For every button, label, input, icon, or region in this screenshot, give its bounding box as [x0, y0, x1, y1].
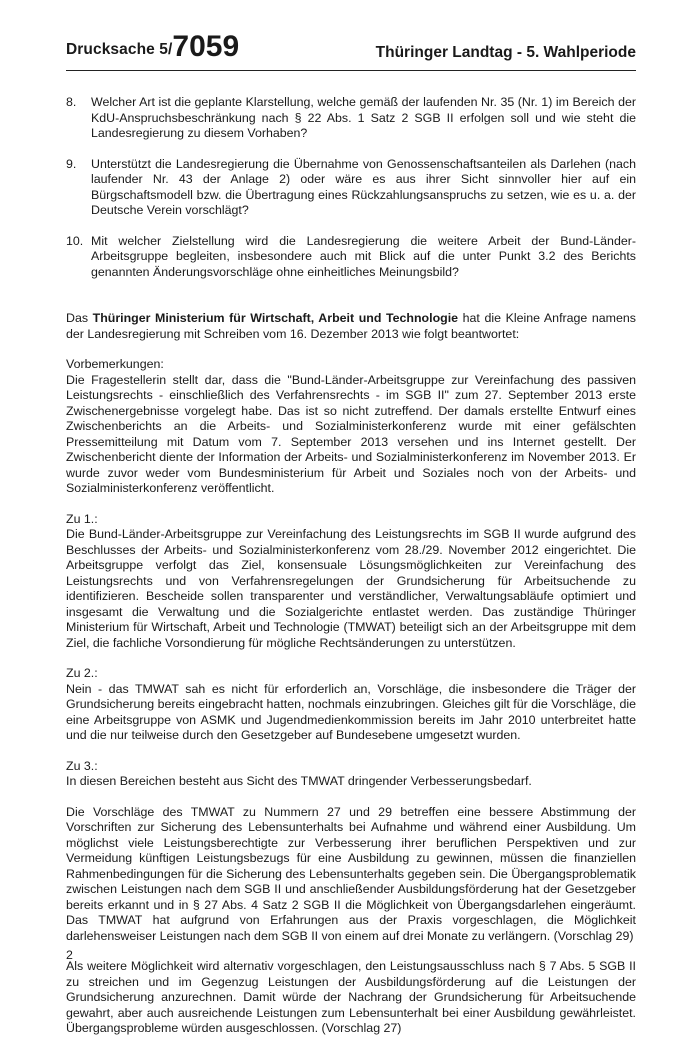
question-item	[66, 95, 636, 142]
question-text: Unterstützt die Landesregierung die Übernahme von Genossenschaftsanteilen als Darlehen (nach laufender Nr. 43 der Anlage 2) oder wäre es aus ihrer Sicht sinnvoller hier auf ein Bürgschaftsmodell bzw. die Übertragung eines Rückzahlungsanspruchs zu setzen, wie es u. a. der Deutsche Verein vorschlägt?	[91, 156, 636, 217]
page-header	[66, 32, 636, 68]
doc-label: Drucksache 5/	[66, 41, 173, 58]
answer-heading: Zu 2.:	[66, 666, 98, 680]
answer-paragraph: Die Vorschläge des TMWAT zu Nummern 27 und 29 betreffen eine bessere Abstimmung der Vorschriften zur Sicherung des Lebensunterhalts bei Aufnahme und während einer Ausbildung. Um möglichst viele Leistungsberechtigte zur Verbesserung ihrer beruflichen Perspektiven und zur Vermeidung künftigen Leistungsbezugs für eine Ausbildung zu gewinnen, müssen die finanziellen Rahmenbedingungen für die Sicherung des Lebensunterhalts gegeben sein. Die Übergangsproblematik zwischen Leistungen nach dem SGB II und anschließender Ausbildungsförderung hat der Gesetzgeber bereits erkannt und in § 27 Abs. 4 Satz 2 SGB II die Möglichkeit von Übergangsdarlehen eingeräumt. Das TMWAT hat aufgrund von Erfahrungen aus der Praxis vorgeschlagen, die Möglichkeit darlehensweiser Leistungen nach dem SGB II von einem auf drei Monate zu verlängern. (Vorschlag 29)	[66, 804, 636, 943]
answer-heading: Vorbemerkungen:	[66, 357, 164, 371]
answer-paragraph: In diesen Bereichen besteht aus Sicht des TMWAT dringender Verbesserungsbedarf.	[66, 774, 532, 788]
answer-paragraph: Die Fragestellerin stellt dar, dass die "Bund-Länder-Arbeitsgruppe zur Vereinfachung des passiven Leistungsrechts - einschließlich des Verfahrensrechts - im SGB II" zum 27. September 2013 erste Zwischenergebnisse vorgelegt habe. Das ist so nicht zutreffend. Der damals erstellte Entwurf eines Zwischenberichts an die Arbeits- und Sozialministerkonferenz wurde mit einer gefälschten Pressemitteilung mit Datum vom 7. September 2013 versehen und ins Internet gestellt. Der Zwischenbericht diente der Information der Arbeits- und Sozialministerkonferenz im November 2013. Er wurde zuvor weder vom Bundesministerium für Arbeit und Soziales noch von der Arbeits- und Sozialministerkonferenz veröffentlicht.	[66, 372, 636, 495]
answer-preliminary	[66, 357, 636, 497]
question-number: 8.	[66, 95, 77, 109]
answer-paragraph: Die Bund-Länder-Arbeitsgruppe zur Vereinfachung des Leistungsrechts im SGB II wurde aufgrund des Beschlusses der Arbeits- und Sozialministerkonferenz vom 28./29. November 2012 eingerichtet. Die Arbeitsgruppe verfolgt das Ziel, konsensuale Lösungsmöglichkeiten zur Vereinfachung des Leistungsrechts und von Verfahrensregelungen der Grundsicherung für Arbeitsuchende zu identifizieren. Bescheide sollen transparenter und verständlicher, Verwaltungsabläufe optimiert und insgesamt die Verwaltung und die Sozialgerichte entlastet werden. Das zuständige Thüringer Ministerium für Wirtschaft, Arbeit und Technologie (TMWAT) beteiligt sich an der Arbeitsgruppe mit dem Ziel, die fachliche Vorsondierung für mögliche Rechtsänderungen zu unterstützen.	[66, 527, 636, 650]
page-content	[66, 95, 636, 1052]
answer-intro: Das Thüringer Ministerium für Wirtschaft, Arbeit und Technologie hat die Kleine Anfrage namens der Landesregierung mit Schreiben vom 16. Dezember 2013 wie folgt beantwortet:	[66, 311, 636, 341]
parliament-title: Thüringer Landtag - 5. Wahlperiode	[375, 44, 636, 61]
question-number: 9.	[66, 156, 77, 171]
question-item	[66, 157, 636, 219]
doc-number: 7059	[172, 30, 240, 63]
question-number: 10.	[66, 233, 84, 248]
ministry-name: Thüringer Ministerium für Wirtschaft, Arbeit und Technologie	[92, 311, 459, 325]
question-item	[66, 234, 636, 281]
question-text: Mit welcher Zielstellung wird die Landesregierung die weitere Arbeit der Bund-Länder-Arbeitsgruppe begleiten, insbesondere auch mit Blick auf die unter Punkt 3.2 des Berichts genannten Änderungsvorschläge ohne einheitliches Meinungsbild?	[91, 233, 636, 279]
document-number	[66, 32, 239, 62]
answer-1	[66, 512, 636, 652]
header-rule	[66, 70, 636, 71]
answer-3	[66, 759, 636, 1037]
answer-paragraph: Als weitere Möglichkeit wird alternativ vorgeschlagen, den Leistungsausschluss nach § 7 Abs. 5 SGB II zu streichen und im Gegenzug Leistungen der Ausbildungsförderung auf die Leistungen der Grundsicherung anzurechnen. Damit würde der Nachrang der Grundsicherung für Arbeitsuchende gewahrt, aber auch ausreichende Leistungen zum Lebensunterhalt bei einer Ausbildung gewährleistet. Übergangsprobleme würden ausgeschlossen. (Vorschlag 27)	[66, 959, 636, 1035]
answer-2	[66, 666, 636, 744]
answer-heading: Zu 3.:	[66, 758, 98, 773]
answer-paragraph: Nein - das TMWAT sah es nicht für erforderlich an, Vorschläge, die insbesondere die Träger der Grundsicherung bereits eingebracht hatten, nochmals einzubringen. Gleiches gilt für die Vorschläge, die eine Arbeitsgruppe von ASMK und Jugendmedienkommission bereits im Jahr 2010 unterbreitet hatte und die nur teilweise durch den Gesetzgeber auf Bundesebene umgesetzt wurden.	[66, 681, 636, 742]
page-number: 2	[66, 948, 73, 962]
question-text: Welcher Art ist die geplante Klarstellung, welche gemäß der laufenden Nr. 35 (Nr. 1) im Bereich der KdU-Anspruchsbeschränkung nach § 22 Abs. 1 Satz 2 SGB II erfolgen soll und wie steht die Landesregierung zu diesem Vorhaben?	[91, 95, 636, 140]
answer-heading: Zu 1.:	[66, 511, 98, 526]
